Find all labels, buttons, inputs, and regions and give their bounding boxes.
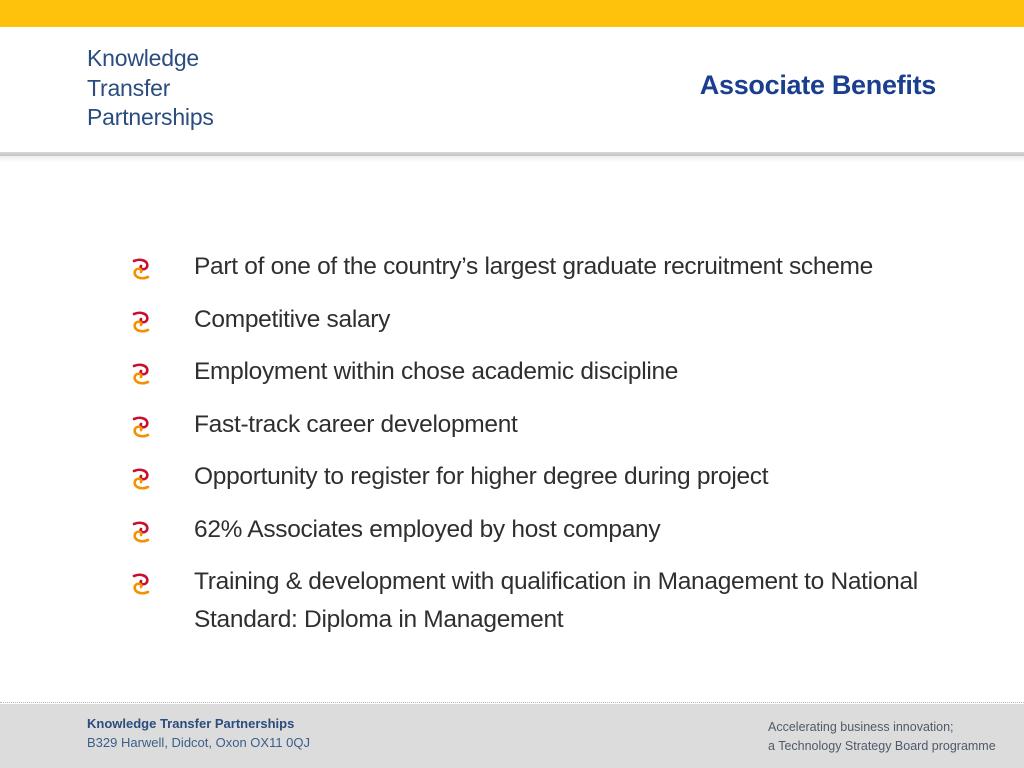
list-item-text: Opportunity to register for higher degree during project <box>194 463 769 490</box>
top-accent-bar <box>0 0 1024 27</box>
ktp-swirl-icon <box>130 255 152 279</box>
logo-line: Knowledge <box>87 45 200 71</box>
list-item <box>130 458 950 496</box>
list-item-text: 62% Associates employed by host company <box>194 515 661 543</box>
list-item <box>130 406 950 444</box>
ktp-swirl-icon <box>130 413 152 437</box>
list-item <box>130 248 950 286</box>
footer-org-name: Knowledge Transfer Partnerships <box>87 716 295 731</box>
logo-line: Partnerships <box>87 104 214 130</box>
benefits-list <box>130 248 950 654</box>
list-item-text: Employment within chose academic discipline <box>194 358 679 385</box>
list-item-text: Competitive salary <box>194 305 391 333</box>
header-divider-shadow <box>0 156 1024 162</box>
ktp-logo <box>87 44 214 133</box>
list-item <box>130 353 950 391</box>
list-item <box>130 511 950 549</box>
footer-tagline <box>768 718 996 756</box>
list-item-text: Fast-track career development <box>194 410 518 438</box>
ktp-swirl-icon <box>130 465 152 489</box>
ktp-swirl-icon <box>130 360 152 384</box>
list-item <box>130 301 950 339</box>
footer-contact <box>87 714 310 752</box>
list-item <box>130 563 950 639</box>
slide-title: Associate Benefits <box>699 70 936 100</box>
ktp-swirl-icon <box>130 308 152 332</box>
footer-address: B329 Harwell, Didcot, Oxon OX11 0QJ <box>87 735 311 750</box>
ktp-swirl-icon <box>130 570 152 594</box>
footer-tagline-line: a Technology Strategy Board programme <box>768 739 996 753</box>
footer-divider <box>0 702 1024 703</box>
ktp-swirl-icon <box>130 518 152 542</box>
list-item-text: Training & development with qualification in Management to National Standard: Diploma in Management <box>194 568 918 633</box>
list-item-text: Part of one of the country’s largest graduate recruitment scheme <box>194 253 873 280</box>
logo-line: Transfer <box>87 74 171 101</box>
footer-tagline-line: Accelerating business innovation; <box>768 720 954 734</box>
